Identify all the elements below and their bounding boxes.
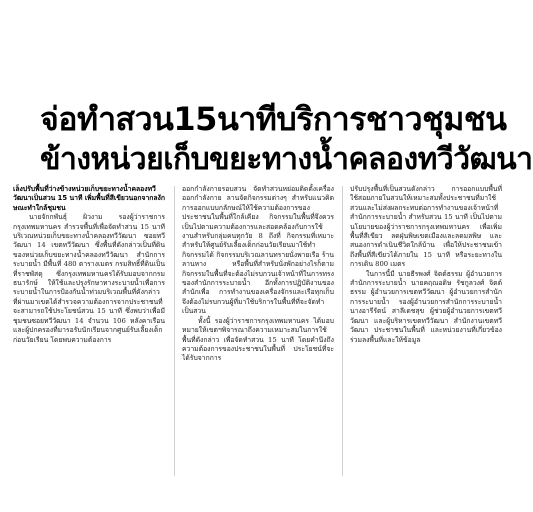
article-column-3 — [350, 185, 502, 485]
article-column-1 — [13, 185, 165, 485]
article-column-2 — [182, 185, 334, 485]
article-paragraph: นายจักกพันธุ์ ผิวงาม รองผู้ว่าราชการกรุงเทพมหานคร สำรวจพื้นที่เพื่อจัดทำสวน 15 นาที บริเวณหน่วยเก็บขยะทางน้ำคลองทวีวัฒนา ซอยทวีวัฒนา 14 เขตทวีวัฒนา ซึ่งพื้นที่ดังกล่าวเป็นที่ดินของหน่วยเก็บขยะทางน้ำคลองทวีวัฒนา สำนักการระบายน้ำ มีพื้นที่ 480 ตารางเมตร กรมสิทธิ์ที่ดินเป็นที่ราชพัสดุ ซึ่งกรุงเทพมหานครได้รับมอบจากกรมธนารักษ์ ให้ใช้และปรุงรักษาทางระบายน้ำเพื่อการระบายน้ำในการป้องกันน้ำท่วมบริเวณพื้นที่ดังกล่าว ที่ผ่านมาเขตได้สำรวจความต้องการจากประชาชนที่จะสามารถใช้ประโยชน์สวน 15 นาที ซึ่งพบว่าเพื่อมีชุมชนซอยทวีวัฒนา 14 จำนวน 106 หลังคาเรือน และผู้ปกครองที่มารอรับนักเรียนจากศูนย์รับเลี้ยงเด็กก่อนวัยเรียน โดยพบความต้องการ — [13, 213, 165, 344]
article-lede: เล็งปรับพื้นที่ว่างข้างหน่วยเก็บขยะทางน้ำคลองทวีวัฒนาเป็นสวน 15 นาที เพิ่มพื้นที่สีเขียวนอกจากลงักษณะทำใกล้ชุมชน — [13, 185, 165, 212]
article-paragraph: ออกกำลังกายรอบสวน จัดทำสวนหย่อมติดตั้งเครื่องออกกำลังกาย ลานจัดกิจกรรมต่างๆ สำหรับแนวคิดการออกแบบกลักษณ์ให้ใช้ความต้องการของประชาชนในพื้นที่ใกล้เคียง กิจกรรมในพื้นที่จึงควรเป็นไปตามความต้องการและสอดคล้องกับการใช้งานสำหรับกลุ่มคนทุกวัย 8 ถึงที่ กิจกรรมที่เหมาะสำหรับให้ศูนย์รับเลี้ยงเด็กก่อนวัยเรียนมาใช้ทำกิจกรรมได้ กิจกรรมบริเวณลานทรายนั่งพายเรือ ร้านลานหาง หรือพื้นที่สำหรับนั่งพักอย่างไรก็ตามกิจกรรมในพื้นที่จะต้องไม่รบกวนเจ้าหน้าที่ในการทรงของสำนักการระบายน้ำ อีกทั้งการปฏิบัติงานของสำนักเพื่อ การทำงานของเครื่องจักรและเรือทุกเก็บ จึงต้องไม่รบกวนผู้ที่มาใช้บริการในพื้นที่ที่จะจัดทำเป็นสวน — [182, 185, 335, 316]
column-divider — [342, 186, 343, 476]
article-paragraph: ทั้งนี้ รองผู้ว่าราชการกรุงเทพมหานคร ได้มอบหมายให้เขตฯพิจารณาถึงความเหมาะสมในการใช้พื้นที่ดังกล่าว เพื่อจัดทำสวน 15 นาที โดยคำนึงถึงความต้องการของประชาชนในพื้นที่ ประโยชน์ที่จะได้รับจากการ — [182, 316, 334, 363]
headline-line-1: จ่อทำสวน15นาทีบริการชาวชุมชน — [40, 100, 507, 138]
column-divider — [174, 186, 175, 476]
article-paragraph: ในการนี้มี นายธีรพงศ์ จิตต์ธรรม ผู้อำนวยการสำนักการระบายน้ำ นายคฤณอดิษ รัชกูลวงศ์ จิตต์ธรรม ผู้อำนวยการเขตทวีวัฒนา ผู้อำนวยการสำนักการระบายน้ำ รองผู้อำนวยการสำนักการระบายน้ำ นางอารีรัตน์ สาลีเดชสุข ผู้ช่วยผู้อำนวยการเขตทวีวัฒนา และผู้บริหารเขตทวีวัฒนา สำนักงานเขตทวีวัฒนา ประชาชนในพื้นที่ และหน่วยงานที่เกี่ยวข้อง ร่วมลงพื้นที่และให้ข้อมูล — [350, 269, 502, 344]
headline-line-2: ข้างหน่วยเก็บขยะทางน้ำคลองทวีวัฒนา — [40, 142, 533, 177]
article-paragraph: ปรับปรุงพื้นที่เป็นสวนดังกล่าว การออกแบบพื้นที่ใช้สอยภายในสวนให้เหมาะสมทั้งประชาชนที่มาใช้สวนและไม่ส่งผลกระทบต่อการทำงานของเจ้าหน้าที่สำนักการระบายน้ำ สำหรับสวน 15 นาที เป็นไปตามนโยบายของผู้ว่าราชการกรุงเทพมหานคร เพื่อเพิ่มพื้นที่สีเขียว ลดฝุ่นพิษเขตเมืองและลดมลพิษ และสนองการดำเนินชีวิตใกล้บ้าน เพื่อให้ประชาชนเข้าถึงพื้นที่สีเขียวได้ภายใน 15 นาที หรือระยะทางในการเดิน 800 เมตร — [350, 185, 502, 269]
